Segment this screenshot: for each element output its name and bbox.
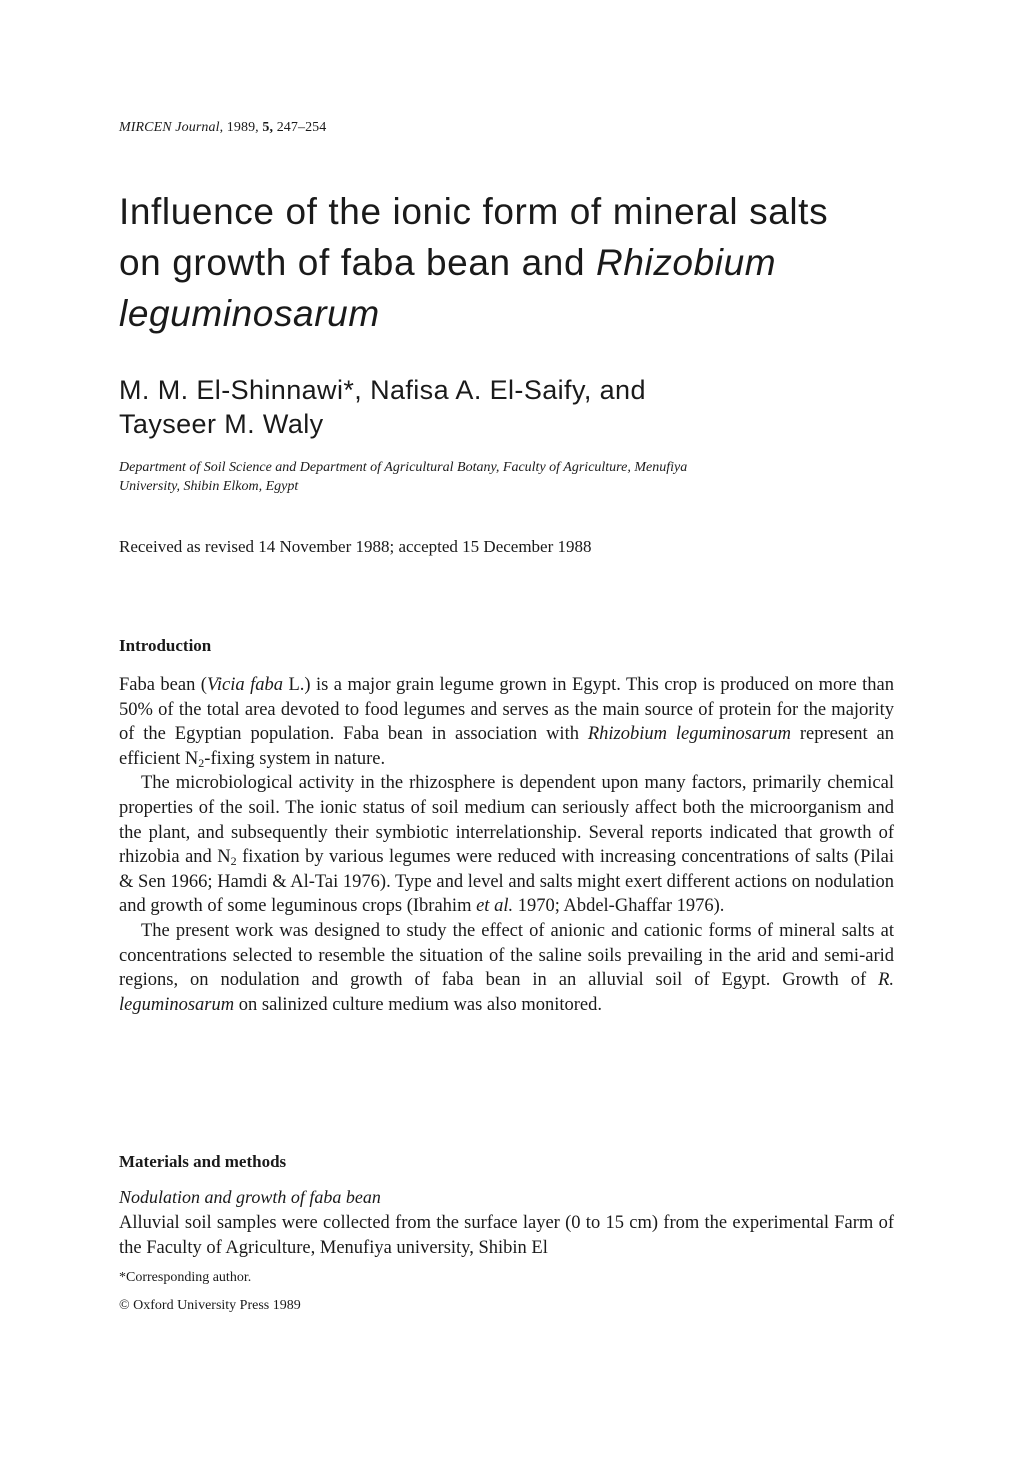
title-line-1: Influence of the ionic form of mineral salts — [119, 191, 829, 232]
authors-line-2: Tayseer M. Waly — [119, 409, 324, 439]
article-title — [119, 186, 899, 339]
authors-line-1: M. M. El-Shinnawi*, Nafisa A. El-Saify, and — [119, 375, 646, 405]
intro-paragraph-2: The microbiological activity in the rhizosphere is dependent upon many factors, primarily chemical properties of the soil. The ionic status of soil medium can seriously affect both the microorganism and the plant, and subsequently their symbiotic interrelationship. Several reports indicated that growth of rhizobia and $N_2$ fixation by various legumes were reduced with increasing concentrations of salts (Pilai & Sen 1966; Hamdi & Al-Tai 1976). Type and level and salts might exert different actions on nodulation and growth of some leguminous crops (Ibrahim et al. 1970; Abdel-Ghaffar 1976). — [119, 773, 895, 917]
journal-volume: 5, — [262, 120, 274, 135]
journal-name: MIRCEN Journal — [119, 120, 220, 135]
subsection-heading-nodulation: Nodulation and growth of faba bean — [119, 1187, 381, 1207]
author-list — [119, 373, 819, 441]
intro-paragraph-1: Faba bean (Vicia faba L.) is a major grain legume grown in Egypt. This crop is produced on more than 50% of the total area devoted to food legumes and serves as the main source of protein for the majority of the Egyptian population. Faba bean in association with Rhizobium leguminosarum represent an efficient $N_2$-fixing system in nature. — [119, 675, 894, 770]
title-line-2: on growth of faba bean and Rhizobium — [119, 242, 777, 283]
section-heading-methods: Materials and methods — [119, 1152, 287, 1171]
methods-paragraph-1: Alluvial soil samples were collected from the surface layer (0 to 15 cm) from the experimental Farm of the Faculty of Agriculture, Menufiya university, Shibin El — [119, 1213, 894, 1258]
section-heading-introduction: Introduction — [119, 636, 212, 655]
received-dates: Received as revised 14 November 1988; accepted 15 December 1988 — [119, 537, 592, 556]
journal-pages: 247–254 — [276, 120, 327, 135]
journal-year: 1989, — [226, 120, 259, 135]
journal-citation: MIRCEN Journal, 1989, 5, 247–254 — [119, 120, 327, 135]
affiliation: Department of Soil Science and Department of Agricultural Botany, Faculty of Agriculture, Menufiya University, Shibin Elkom, Egypt — [119, 460, 688, 494]
title-line-3: leguminosarum — [119, 293, 380, 334]
introduction-body — [119, 673, 894, 1017]
methods-body — [119, 1211, 894, 1260]
footnote-copyright: © Oxford University Press 1989 — [119, 1298, 301, 1313]
intro-paragraph-3: The present work was designed to study the effect of anionic and cationic forms of mineral salts at concentrations selected to resemble the situation of the saline soils prevailing in the arid and semi-arid regions, on nodulation and growth of faba bean in an alluvial soil of Egypt. Growth of R. leguminosarum on salinized culture medium was also monitored. — [119, 920, 894, 1015]
footnote-corresponding-author: *Corresponding author. — [119, 1270, 252, 1285]
